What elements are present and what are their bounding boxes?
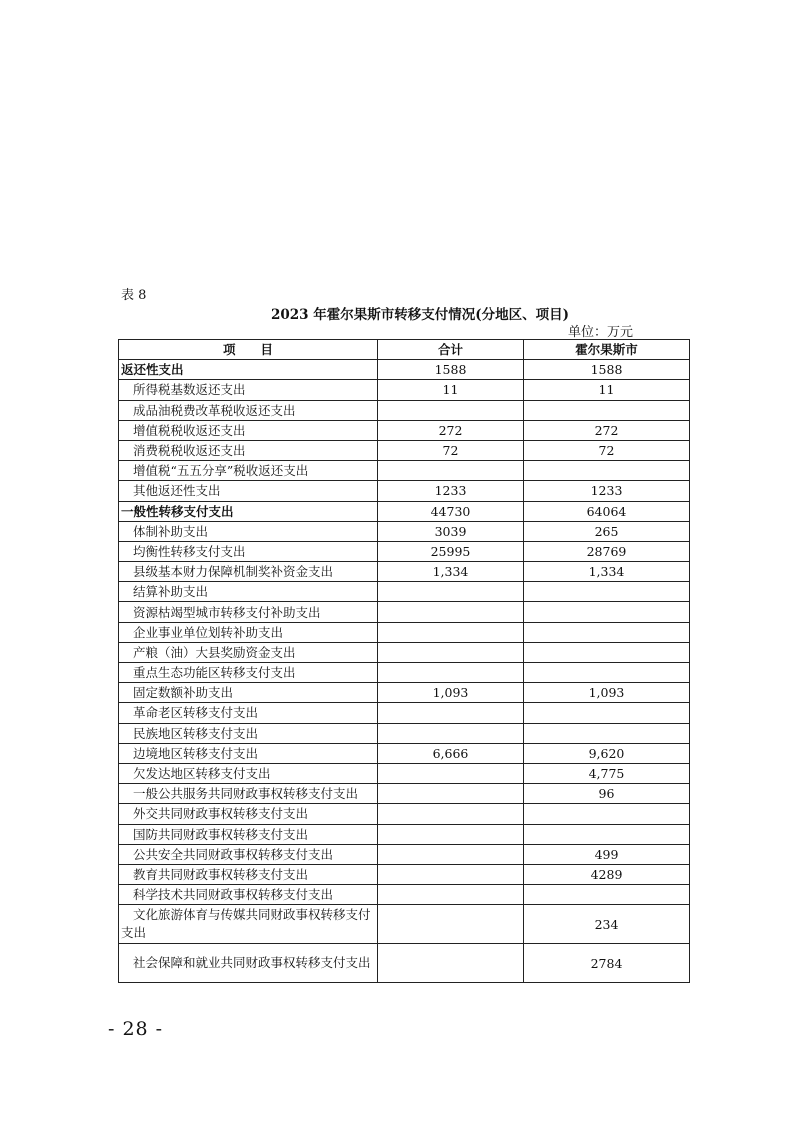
row-city [524,885,690,905]
row-total [378,622,524,642]
row-item: 文化旅游体育与传媒共同财政事权转移支付支出 [119,905,378,944]
table-row [119,804,690,824]
row-total [378,763,524,783]
row-item: 县级基本财力保障机制奖补资金支出 [119,562,378,582]
row-city [524,400,690,420]
row-item: 一般公共服务共同财政事权转移支付支出 [119,784,378,804]
table-row-category [119,501,690,521]
row-total: 6,666 [378,743,524,763]
row-item: 重点生态功能区转移支付支出 [119,663,378,683]
row-city: 96 [524,784,690,804]
row-item: 社会保障和就业共同财政事权转移支付支出 [119,944,378,983]
row-total [378,582,524,602]
row-item: 民族地区转移支付支出 [119,723,378,743]
row-total: 1,093 [378,683,524,703]
row-city [524,642,690,662]
table-row [119,683,690,703]
row-item: 教育共同财政事权转移支付支出 [119,864,378,884]
table-row [119,461,690,481]
table-row [119,763,690,783]
table-row [119,703,690,723]
row-item: 国防共同财政事权转移支付支出 [119,824,378,844]
table-row-category [119,360,690,380]
row-item: 资源枯竭型城市转移支付补助支出 [119,602,378,622]
row-total [378,804,524,824]
unit-label: 单位：万元 [568,325,634,340]
row-item: 外交共同财政事权转移支付支出 [119,804,378,824]
table-row [119,481,690,501]
row-city [524,461,690,481]
table-label: 表 8 [121,288,147,303]
row-city: 1,334 [524,562,690,582]
row-city: 72 [524,440,690,460]
row-item: 增值税税收返还支出 [119,420,378,440]
row-item: 边境地区转移支付支出 [119,743,378,763]
row-total: 1588 [378,360,524,380]
table-row [119,885,690,905]
row-total: 3039 [378,521,524,541]
row-item: 革命老区转移支付支出 [119,703,378,723]
row-item: 返还性支出 [119,360,378,380]
table-row [119,743,690,763]
row-item: 公共安全共同财政事权转移支付支出 [119,844,378,864]
table-row [119,642,690,662]
row-total [378,461,524,481]
table-row [119,784,690,804]
table-row [119,663,690,683]
row-total [378,944,524,983]
row-total: 1233 [378,481,524,501]
row-item: 成品油税费改革税收返还支出 [119,400,378,420]
row-item: 均衡性转移支付支出 [119,541,378,561]
table-row [119,844,690,864]
row-item: 增值税“五五分享”税收返还支出 [119,461,378,481]
row-item: 一般性转移支付支出 [119,501,378,521]
row-city: 272 [524,420,690,440]
row-city [524,824,690,844]
row-total: 11 [378,380,524,400]
row-total [378,703,524,723]
row-item: 体制补助支出 [119,521,378,541]
row-total: 72 [378,440,524,460]
row-city: 28769 [524,541,690,561]
row-city [524,663,690,683]
row-item: 企业事业单位划转补助支出 [119,622,378,642]
table-row [119,400,690,420]
row-item: 产粮（油）大县奖励资金支出 [119,642,378,662]
header-row [119,340,690,360]
row-city: 1588 [524,360,690,380]
row-total [378,642,524,662]
row-city: 234 [524,905,690,944]
document-title: 2023 年霍尔果斯市转移支付情况(分地区、项目) [270,307,570,323]
row-city [524,703,690,723]
table-row [119,723,690,743]
row-city [524,622,690,642]
row-total: 25995 [378,541,524,561]
header-city: 霍尔果斯市 [524,340,690,360]
transfer-payment-table [118,339,690,983]
table-row [119,541,690,561]
row-city [524,804,690,824]
table-row [119,864,690,884]
table-row [119,622,690,642]
header-item: 项 目 [119,340,378,360]
page-number: - 28 - [108,1018,164,1040]
row-city: 4,775 [524,763,690,783]
row-total [378,602,524,622]
row-city: 2784 [524,944,690,983]
row-city: 11 [524,380,690,400]
row-city: 499 [524,844,690,864]
table-row [119,440,690,460]
row-total [378,824,524,844]
table-row [119,944,690,983]
row-total [378,864,524,884]
table-row [119,420,690,440]
row-total [378,723,524,743]
table-row [119,905,690,944]
table-row [119,582,690,602]
table-row [119,602,690,622]
table-row [119,521,690,541]
row-total [378,663,524,683]
row-city: 1,093 [524,683,690,703]
header-total: 合计 [378,340,524,360]
row-city: 9,620 [524,743,690,763]
row-total: 44730 [378,501,524,521]
row-city [524,582,690,602]
row-item: 所得税基数返还支出 [119,380,378,400]
row-item: 固定数额补助支出 [119,683,378,703]
row-item: 结算补助支出 [119,582,378,602]
row-total [378,885,524,905]
row-total: 272 [378,420,524,440]
row-total [378,844,524,864]
row-city: 265 [524,521,690,541]
row-city: 64064 [524,501,690,521]
row-item: 欠发达地区转移支付支出 [119,763,378,783]
row-item: 其他返还性支出 [119,481,378,501]
table-row [119,824,690,844]
row-total: 1,334 [378,562,524,582]
table-row [119,562,690,582]
table-row [119,380,690,400]
row-total [378,784,524,804]
row-total [378,400,524,420]
row-item: 科学技术共同财政事权转移支付支出 [119,885,378,905]
row-city: 1233 [524,481,690,501]
row-city [524,602,690,622]
row-city [524,723,690,743]
row-total [378,905,524,944]
row-item: 消费税税收返还支出 [119,440,378,460]
row-city: 4289 [524,864,690,884]
table-body [119,360,690,983]
